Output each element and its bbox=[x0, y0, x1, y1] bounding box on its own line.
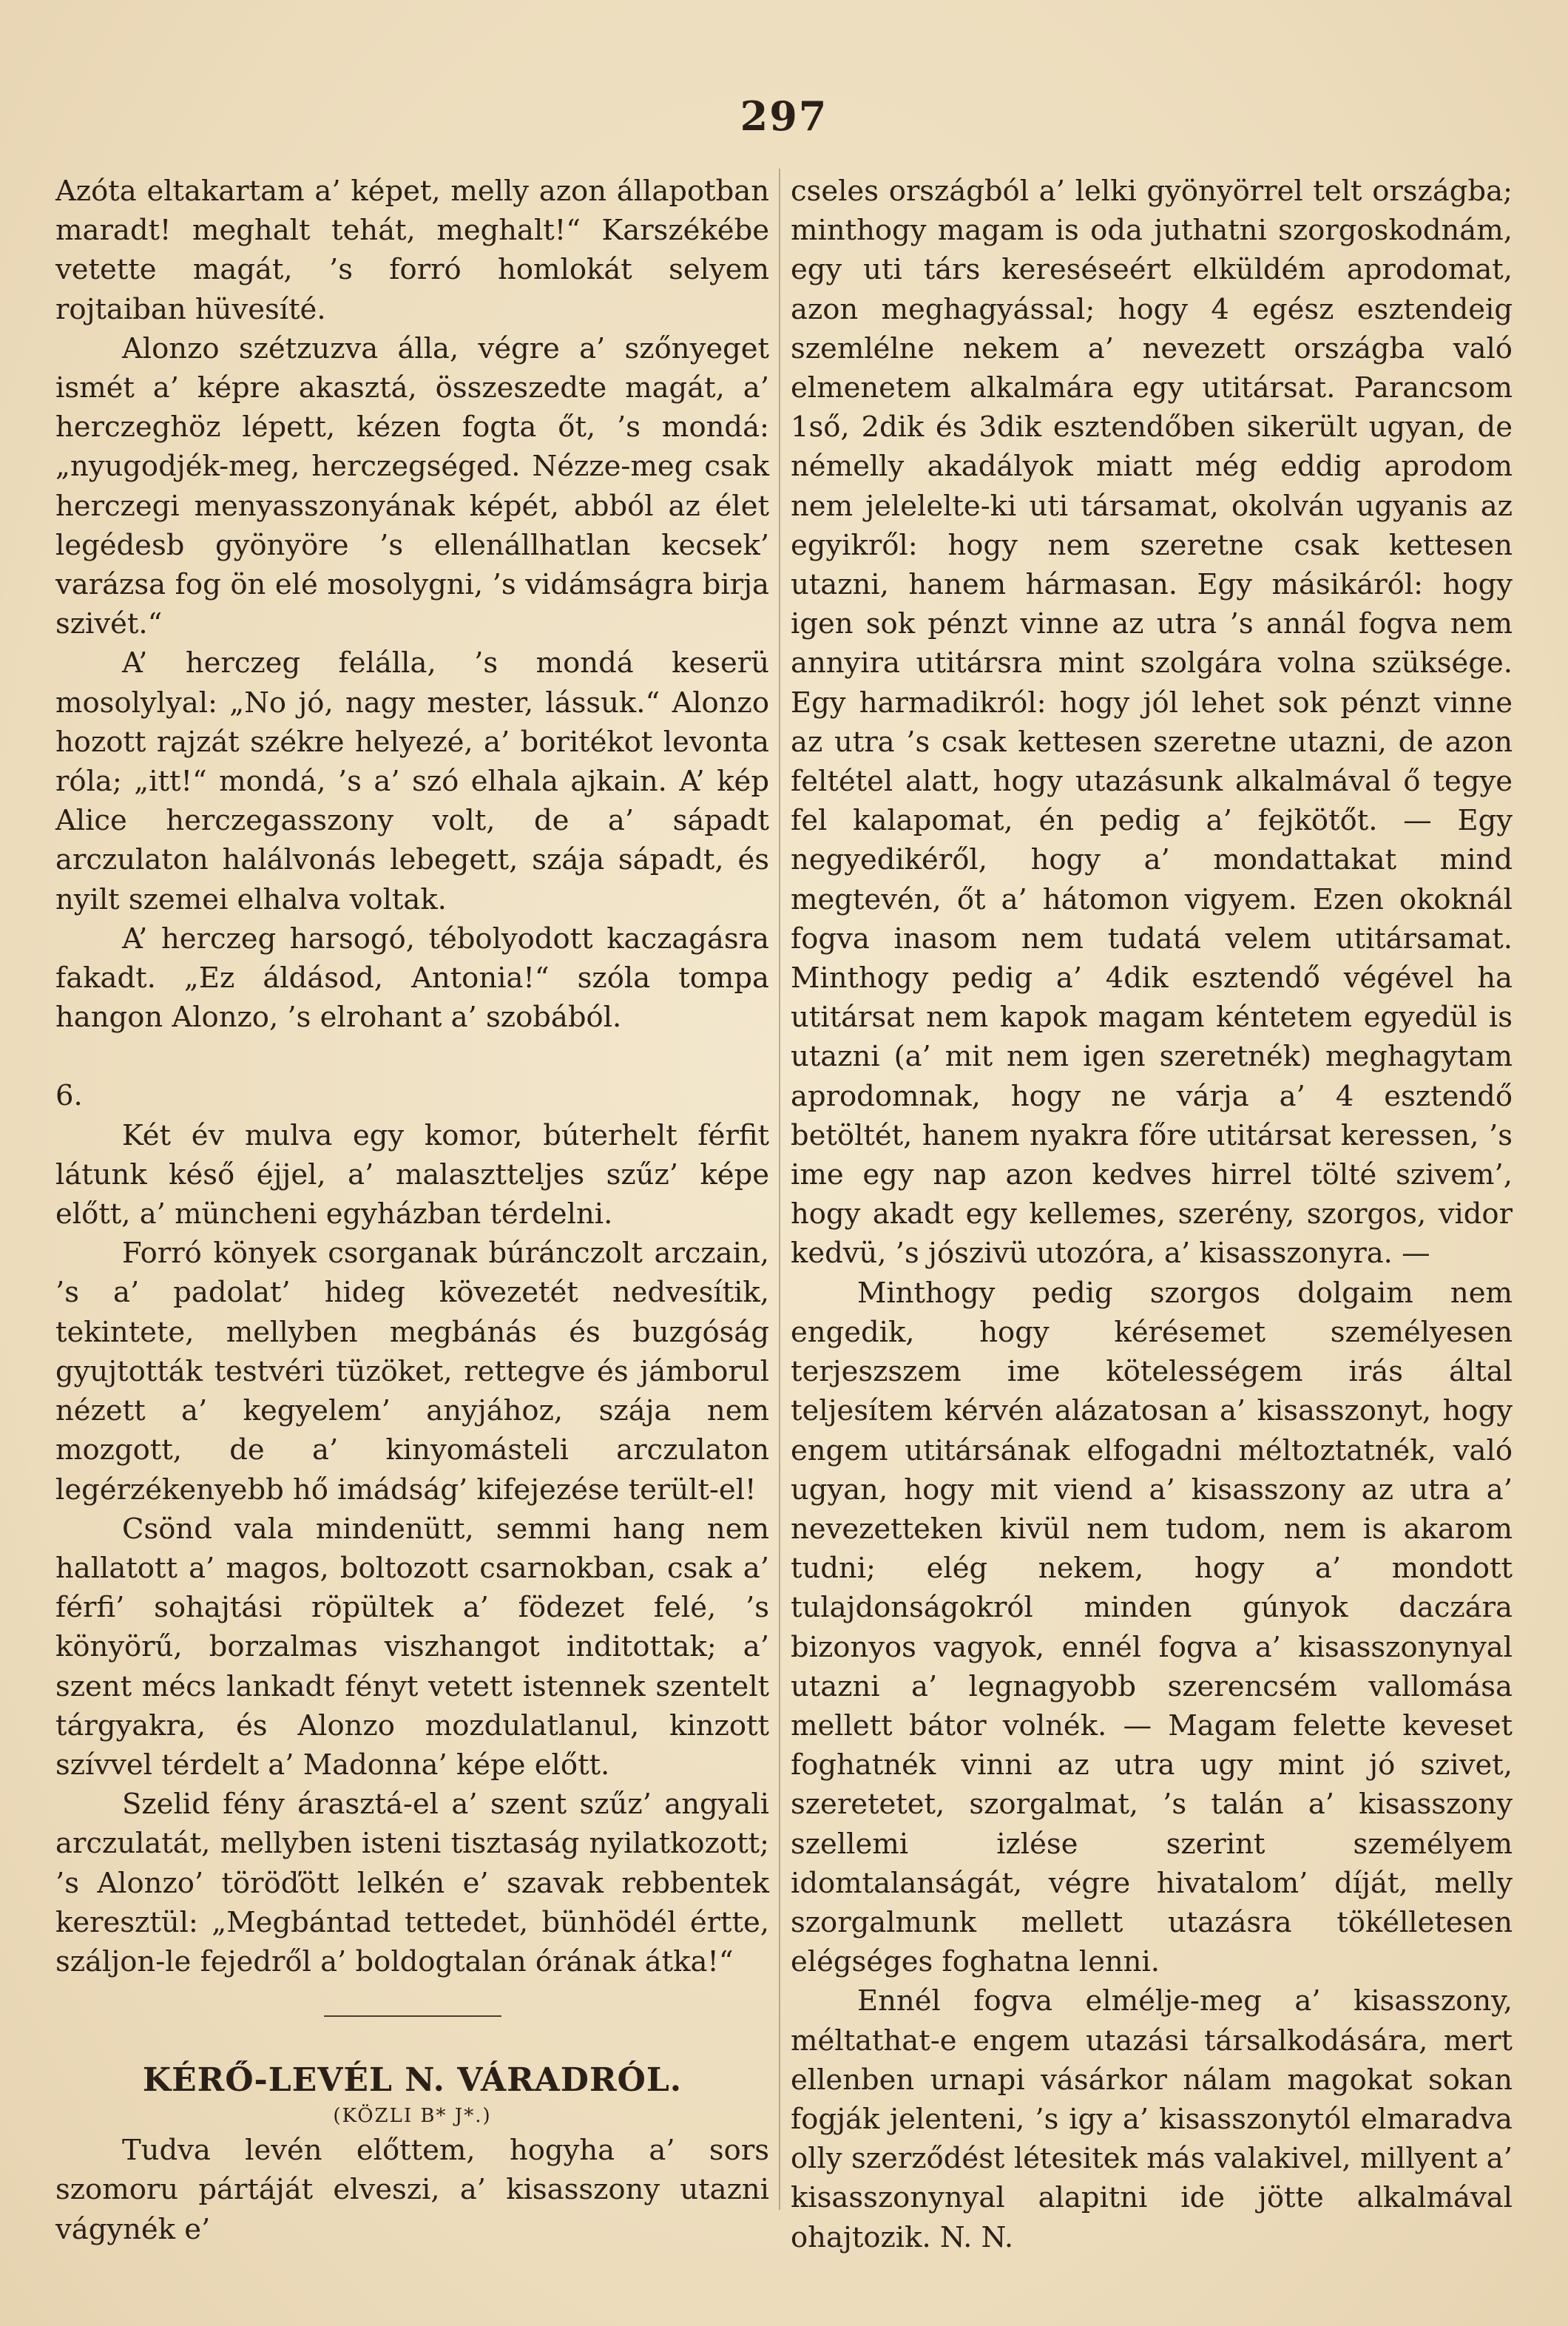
paragraph: Alonzo szétzuzva álla, végre a’ szőnyeget ismét a’ képre akasztá, összeszedte magát, a’ herczeghöz lépett, kézen fogta őt, ’s mondá: „nyugodjék-meg, herczegséged. Nézze-meg csak herczegi menyasszonyának képét, abból az élet legédesb gyönyöre ’s ellenállhatlan kecsek’ varázsa fog ön elé mosolygni, ’s vidámságra birja szivét.“ bbox=[55, 331, 769, 641]
article-heading: KÉRŐ-LEVÉL N. VÁRADRÓL. bbox=[142, 2061, 683, 2100]
paragraph: cseles országból a’ lelki gyönyörrel telt országba; minthogy magam is oda juthatni szorgoskodnám, egy uti társ kereséseért elküldém aprodomat, azon meghagyással; hogy 4 egész esztendeig szemlélne nekem a’ nevezett országba való elmenetem alkalmára egy utitársat. Parancsom 1ső, 2dik és 3dik esztendőben sikerült ugyan, de némelly akadályok miatt még eddig aprodom nem jelelelte-ki uti társamat, okolván ugyanis az egyikről: hogy nem szeretne csak kettesen utazni, hanem hármasan. Egy másikáról: hogy igen sok pénzt vinne az utra ’s annál fogva nem annyira utitársra mint szolgára volna szüksége. Egy harmadikról: hogy jól lehet sok pénzt vinne az utra ’s csak kettesen szeretne utazni, de azon feltétel alatt, hogy utazásunk alkalmával ő tegye fel kalapomat, én pedig a’ fejkötőt. — Egy negyedikéről, hogy a’ mondattakat mind megtevén, őt a’ hátomon vigyem. Ezen okoknál fogva inasom nem tudatá velem utitársamat. Minthogy pedig a’ 4dik esztendő végével ha utitársat nem kapok magam kéntetem egyedül is utazni (a’ mit nem igen szeretnék) meghagytam aprodomnak, hogy ne várja a’ 4 esztendő betöltét, hanem nyakra főre utitársat keressen, ’s ime egy nap azon kedves hirrel tölté szivem’, hogy akadt egy kellemes, szerény, szorgos, vidor kedvü, ’s jószivü utozóra, a’ kisasszonyra. — bbox=[791, 175, 1513, 1271]
paragraph: Azóta eltakartam a’ képet, melly azon állapotban maradt! meghalt tehát, meghalt!“ Karszékébe vetette magát, ’s forró homlokát selyem rojtaiban hüvesíté. bbox=[55, 175, 769, 326]
paragraph: Szelid fény árasztá-el a’ szent szűz’ angyali arczulatát, mellyben isteni tisztaság nyilatkozott; ’s Alonzo’ töröďött lelkén e’ szavak rebbentek keresztül: „Megbántad tettedet, bünhödél értte, száljon-le fejedről a’ boldogtalan órának átka!“ bbox=[55, 1788, 769, 1978]
column-divider bbox=[779, 169, 780, 2210]
paragraph: Ennél fogva elmélje-meg a’ kisasszony, méltathat-e engem utazási társalkodására, mert ellenben urnapi vásárkor nálam magokat sokan fogják jelenteni, ’s igy a’ kisasszonytól elmaradva olly szerződést létesitek más valakivel, millyent a’ kisasszonynyal alapitni ide jötte alkalmával ohajtozik. N. N. bbox=[791, 1984, 1513, 2254]
section-number: 6. bbox=[55, 1079, 83, 1113]
section-separator bbox=[324, 2015, 501, 2017]
right-column bbox=[791, 172, 1513, 2257]
article-byline: (KÖZLI B* J*.) bbox=[333, 2105, 492, 2128]
page-number: 297 bbox=[740, 92, 828, 140]
paragraph: Minthogy pedig szorgos dolgaim nem engedik, hogy kérésemet személyesen terjeszszem ime kötelességem irás által teljesítem kérvén alázatosan a’ kisasszonyt, hogy engem utitársának elfogadni méltoztatnék, való ugyan, hogy mit viend a’ kisasszony az utra a’ nevezetteken kivül nem tudom, nem is akarom tudni; elég nekem, hogy a’ mondott tulajdonságokról minden gúnyok daczára bizonyos vagyok, ennél fogva a’ kisasszonynyal utazni a’ legnagyobb szerencsém vallomása mellett bátor volnék. — Magam felette keveset foghatnék vinni az utra ugy mint jó szivet, szeretetet, szorgalmat, ’s talán a’ kisasszony szellemi izlése szerint személyem idomtalanságát, végre hivatalom’ díját, melly szorgalmunk mellett utazásra tökélletesen elégséges foghatna lenni. bbox=[791, 1276, 1513, 1979]
left-column bbox=[55, 172, 769, 2249]
paragraph: A’ herczeg harsogó, tébolyodott kaczagásra fakadt. „Ez áldásod, Antonia!“ szóla tompa hangon Alonzo, ’s elrohant a’ szobából. bbox=[55, 922, 769, 1035]
paragraph: A’ herczeg felálla, ’s mondá keserü mosolylyal: „No jó, nagy mester, lássuk.“ Alonzo hozott rajzát székre helyezé, a’ boritékot levonta róla; „itt!“ mondá, ’s a’ szó elhala ajkain. A’ kép Alice herczegasszony volt, de a’ sápadt arczulaton halálvonás lebegett, szája sápadt, és nyilt szemei elhalva voltak. bbox=[55, 646, 769, 916]
paragraph: Forró könyek csorganak búránczolt arczain, ’s a’ padolat’ hideg kövezetét nedvesítik, tekintete, mellyben megbánás és buzgóság gyujtották testvéri tüzöket, rettegve és jámborul nézett a’ kegyelem’ anyjához, szája nem mozgott, de a’ kinyomásteli arczulaton legérzékenyebb hő imádság’ kifejezése terült-el! bbox=[55, 1237, 769, 1507]
spacer bbox=[55, 1037, 769, 1076]
paragraph: Tudva levén előttem, hogyha a’ sors szomoru pártáját elveszi, a’ kisasszony utazni vágynék e’ bbox=[55, 2134, 769, 2246]
paragraph: Csönd vala mindenütt, semmi hang nem hallatott a’ magos, boltozott csarnokban, csak a’ férfi’ sohajtási röpültek a’ födezet felé, ’s könyörű, borzalmas viszhangot inditottak; a’ szent mécs lankadt fényt vetett istennek szentelt tárgyakra, és Alonzo mozdulatlanul, kinzott szívvel térdelt a’ Madonna’ képe előtt. bbox=[55, 1512, 769, 1782]
paragraph: Két év mulva egy komor, búterhelt férfit látunk késő éjjel, a’ malaszttelјes szűz’ képe előtt, a’ müncheni egyházban térdelni. bbox=[55, 1118, 769, 1231]
